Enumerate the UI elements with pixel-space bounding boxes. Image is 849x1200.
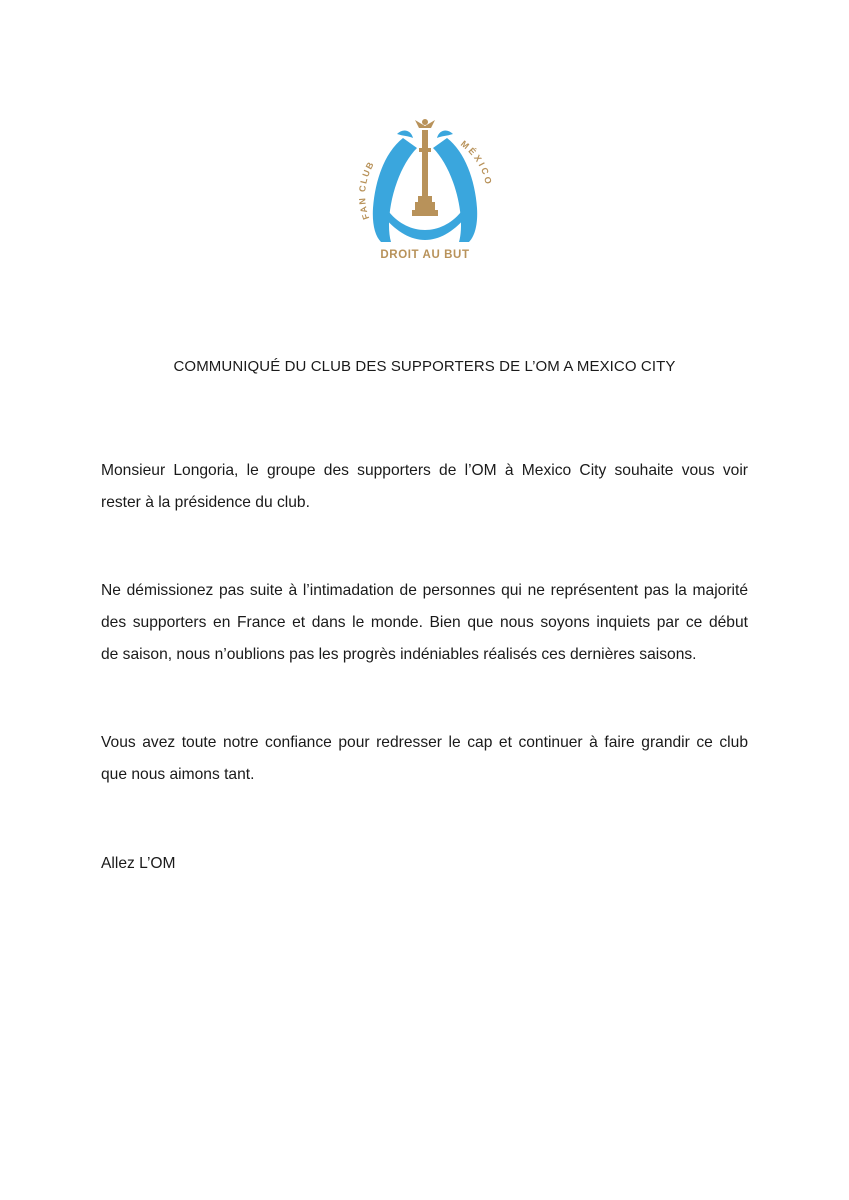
signoff: Allez L’OM bbox=[101, 855, 176, 872]
paragraph-3 bbox=[101, 727, 748, 791]
logo-arc-left-text: FAN CLUB bbox=[357, 159, 377, 221]
page-title: COMMUNIQUÉ DU CLUB DES SUPPORTERS DE L’OM A MEXICO CITY bbox=[173, 358, 676, 375]
paragraph-line: Ne démissionez pas suite à l’intimadation de personnes qui ne représentent pas la majorité bbox=[101, 582, 748, 599]
paragraph-line: Monsieur Longoria, le groupe des supporters de l’OM à Mexico City souhaite vous voir bbox=[101, 462, 748, 479]
paragraph-line: rester à la présidence du club. bbox=[101, 494, 310, 511]
logo-bottom-text: DROIT AU BUT bbox=[380, 249, 470, 261]
fan-club-logo bbox=[345, 108, 505, 268]
paragraph-2 bbox=[101, 575, 748, 671]
paragraph-line: des supporters en France et dans le monde. Bien que nous soyons inquiets par ce début bbox=[101, 614, 748, 631]
paragraph-line: Vous avez toute notre confiance pour redresser le cap et continuer à faire grandir ce club bbox=[101, 734, 748, 751]
om-fan-club-emblem-icon bbox=[345, 108, 505, 268]
paragraph-line: que nous aimons tant. bbox=[101, 766, 255, 783]
paragraph-1 bbox=[101, 455, 748, 519]
logo-arc-right-text: MÉXICO bbox=[458, 138, 495, 188]
paragraph-line: de saison, nous n’oublions pas les progrès indéniables réalisés ces dernières saisons. bbox=[101, 646, 697, 663]
